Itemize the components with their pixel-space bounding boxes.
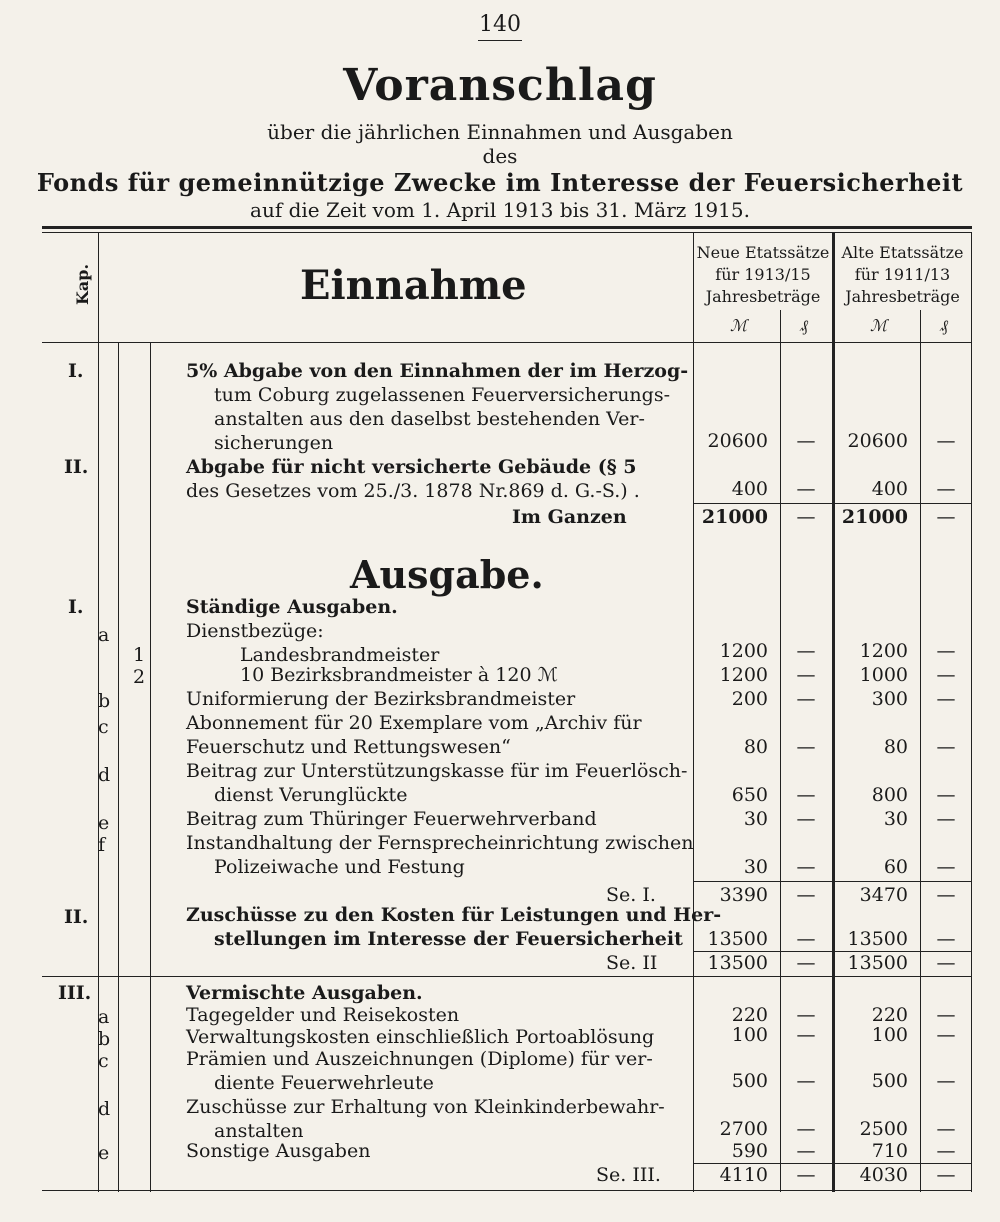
expense-heading: Ausgabe.: [350, 552, 544, 597]
expense-I-sum-old: 3470: [859, 884, 908, 906]
expense-II-line-2: stellungen im Interesse der Feuersicherheit: [214, 928, 683, 950]
new-rates-line-1: Neue Etatssätze: [696, 243, 830, 262]
old-rates-header: [834, 242, 971, 308]
expense-III-heading: Vermischte Ausgaben.: [186, 982, 423, 1004]
expense-I-a1-old: 1200: [859, 640, 908, 662]
income-sum-rule: [694, 503, 972, 504]
expense-III-c-new-pf: —: [796, 1070, 816, 1092]
expense-I-f-label-1: Instandhaltung der Fernsprecheinrichtung zwischen: [186, 832, 694, 854]
expense-III-b-old: 100: [871, 1024, 908, 1046]
fund-name: Fonds für gemeinnützige Zwecke im Interesse der Feuersicherheit: [36, 168, 964, 197]
expense-III-e-letter: e: [98, 1142, 110, 1164]
income-I-new: 20600: [707, 430, 768, 452]
expense-I-a2-label: 10 Bezirksbrandmeister à 120 ℳ: [240, 664, 558, 686]
col-rule-new-pf: [780, 310, 781, 1192]
expense-I-sum-rule: [694, 881, 972, 882]
expense-III-e-new: 590: [731, 1140, 768, 1162]
old-rates-line-2: für 1911/13: [854, 265, 951, 284]
expense-I-c-old-pf: —: [936, 736, 956, 758]
expense-I-f-new: 30: [743, 856, 768, 878]
expense-III-c-letter: c: [98, 1050, 109, 1072]
expense-III-a-old: 220: [871, 1004, 908, 1026]
expense-I-c-label-2: Feuerschutz und Rettungswesen“: [186, 736, 511, 758]
income-I-line-4: sicherungen: [214, 432, 334, 454]
expense-I-d-letter: d: [98, 764, 111, 786]
expense-II-old: 13500: [847, 928, 908, 950]
expense-II-sum-old-pf: —: [936, 952, 956, 974]
table-bottom-rule: [42, 1190, 972, 1191]
expense-II-end-rule: [42, 976, 972, 977]
expense-I-a2-new-pf: —: [796, 664, 816, 686]
expense-kap-I: I.: [68, 596, 84, 618]
income-I-line-1: 5% Abgabe von den Einnahmen der im Herzog-: [186, 360, 689, 382]
col-rule-new: [693, 232, 694, 1192]
expense-I-b-old: 300: [871, 688, 908, 710]
expense-I-f-new-pf: —: [796, 856, 816, 878]
col-rule-old: [832, 232, 835, 1192]
old-pfennig-unit: ₰: [940, 316, 948, 335]
expense-I-e-old-pf: —: [936, 808, 956, 830]
expense-I-d-label-2: dienst Verunglückte: [214, 784, 408, 806]
expense-II-new: 13500: [707, 928, 768, 950]
expense-I-f-old-pf: —: [936, 856, 956, 878]
income-II-new-pf: —: [796, 478, 816, 500]
expense-I-e-old: 30: [883, 808, 908, 830]
col-rule-letter: [118, 342, 119, 1192]
old-mark-unit: ℳ: [870, 316, 888, 335]
expense-III-sum-old-pf: —: [936, 1164, 956, 1186]
expense-I-a1-new-pf: —: [796, 640, 816, 662]
expense-I-c-new: 80: [743, 736, 768, 758]
income-II-line-1: Abgabe für nicht versicherte Gebäude (§ 5: [186, 456, 637, 478]
col-rule-old-pf: [920, 310, 921, 1192]
subtitle-line-1: über die jährlichen Einnahmen und Ausgaben: [267, 120, 733, 144]
income-kap-I: I.: [68, 360, 84, 382]
expense-II-sum-label: Se. II: [606, 952, 658, 974]
expense-III-a-new-pf: —: [796, 1004, 816, 1026]
expense-I-d-old-pf: —: [936, 784, 956, 806]
new-rates-line-2: für 1913/15: [715, 265, 811, 284]
expense-III-e-label: Sonstige Ausgaben: [186, 1140, 371, 1162]
expense-I-heading: Ständige Ausgaben.: [186, 596, 398, 618]
expense-I-a-label: Dienstbezüge:: [186, 620, 324, 642]
expense-III-sum-old: 4030: [859, 1164, 908, 1186]
expense-I-c-label-1: Abonnement für 20 Exemplare vom „Archiv für: [186, 712, 642, 734]
col-rule-num: [150, 342, 151, 1192]
expense-I-a1-label: Landesbrandmeister: [240, 644, 440, 666]
expense-III-sum-new: 4110: [719, 1164, 768, 1186]
expense-I-e-new-pf: —: [796, 808, 816, 830]
expense-III-sum-label: Se. III.: [596, 1164, 661, 1186]
income-kap-II: II.: [64, 456, 89, 478]
expense-I-b-label: Uniformierung der Bezirksbrandmeister: [186, 688, 576, 710]
expense-II-new-pf: —: [796, 928, 816, 950]
income-I-old: 20600: [847, 430, 908, 452]
expense-kap-II: II.: [64, 906, 89, 928]
expense-I-b-letter: b: [98, 690, 111, 712]
expense-III-d-new: 2700: [719, 1118, 768, 1140]
expense-III-d-label-1: Zuschüsse zur Erhaltung von Kleinkinderbewahr-: [186, 1096, 665, 1118]
table-top-rule: [42, 226, 972, 229]
period-line: auf die Zeit vom 1. April 1913 bis 31. März 1915.: [250, 198, 750, 222]
expense-III-a-new: 220: [731, 1004, 768, 1026]
expense-I-f-letter: f: [98, 834, 106, 856]
expense-III-b-label: Verwaltungskosten einschließlich Portoablösung: [186, 1026, 655, 1048]
expense-I-d-new-pf: —: [796, 784, 816, 806]
income-II-line-2: des Gesetzes vom 25./3. 1878 Nr.869 d. G.-S.) .: [186, 480, 640, 502]
income-I-line-2: tum Coburg zugelassenen Feuerversicherungs-: [214, 384, 670, 406]
expense-I-c-new-pf: —: [796, 736, 816, 758]
expense-III-c-old: 500: [871, 1070, 908, 1092]
old-rates-line-1: Alte Etatssätze: [841, 243, 964, 262]
col-rule-right: [971, 232, 972, 1192]
new-mark-unit: ℳ: [730, 316, 748, 335]
expense-I-d-new: 650: [731, 784, 768, 806]
expense-I-f-old: 60: [883, 856, 908, 878]
income-I-line-3: anstalten aus den daselbst bestehenden Ver-: [214, 408, 645, 430]
kap-column-header: Kap.: [73, 263, 93, 306]
expense-III-e-old: 710: [871, 1140, 908, 1162]
expense-I-a1-new: 1200: [719, 640, 768, 662]
expense-III-c-new: 500: [731, 1070, 768, 1092]
expense-III-b-letter: b: [98, 1028, 111, 1050]
expense-III-d-old-pf: —: [936, 1118, 956, 1140]
expense-III-d-old: 2500: [859, 1118, 908, 1140]
expense-I-e-letter: e: [98, 812, 110, 834]
expense-I-c-old: 80: [883, 736, 908, 758]
page-number-rule: [478, 40, 522, 41]
expense-II-sum-old: 13500: [847, 952, 908, 974]
expense-I-sum-label: Se. I.: [606, 884, 656, 906]
expense-I-sum-new-pf: —: [796, 884, 816, 906]
expense-III-b-old-pf: —: [936, 1024, 956, 1046]
income-heading: Einnahme: [300, 262, 527, 309]
expense-III-c-label-2: diente Feuerwehrleute: [214, 1072, 434, 1094]
income-total-old: 21000: [841, 506, 908, 528]
income-II-old-pf: —: [936, 478, 956, 500]
expense-I-b-new: 200: [731, 688, 768, 710]
expense-III-d-label-2: anstalten: [214, 1120, 304, 1142]
expense-III-sum-new-pf: —: [796, 1164, 816, 1186]
income-II-old: 400: [871, 478, 908, 500]
expense-I-a2-new: 1200: [719, 664, 768, 686]
new-rates-line-3: Jahresbeträge: [705, 287, 821, 306]
income-total-new-pf: —: [796, 506, 816, 528]
expense-III-a-old-pf: —: [936, 1004, 956, 1026]
income-I-new-pf: —: [796, 430, 816, 452]
document-title: Voranschlag: [343, 60, 657, 111]
expense-III-d-letter: d: [98, 1098, 111, 1120]
expense-I-a1-num: 1: [133, 644, 146, 666]
new-rates-header: [694, 242, 832, 308]
page-number: 140: [479, 12, 521, 37]
expense-I-a1-old-pf: —: [936, 640, 956, 662]
expense-I-sum-new: 3390: [719, 884, 768, 906]
expense-III-d-new-pf: —: [796, 1118, 816, 1140]
expense-III-c-old-pf: —: [936, 1070, 956, 1092]
expense-II-line-1: Zuschüsse zu den Kosten für Leistungen und Her-: [186, 904, 722, 926]
expense-I-d-old: 800: [871, 784, 908, 806]
expense-III-b-new: 100: [731, 1024, 768, 1046]
income-total-old-pf: —: [936, 506, 956, 528]
income-I-old-pf: —: [936, 430, 956, 452]
expense-III-e-new-pf: —: [796, 1140, 816, 1162]
expense-III-a-label: Tagegelder und Reisekosten: [186, 1004, 460, 1026]
income-II-new: 400: [731, 478, 768, 500]
expense-I-sum-old-pf: —: [936, 884, 956, 906]
expense-I-c-letter: c: [98, 716, 109, 738]
expense-III-c-label-1: Prämien und Auszeichnungen (Diplome) für ver-: [186, 1048, 653, 1070]
expense-I-b-new-pf: —: [796, 688, 816, 710]
expense-I-a2-num: 2: [133, 666, 146, 688]
expense-II-sum-new: 13500: [707, 952, 768, 974]
expense-III-b-new-pf: —: [796, 1024, 816, 1046]
expense-I-e-label: Beitrag zum Thüringer Feuerwehrverband: [186, 808, 597, 830]
expense-kap-III: III.: [58, 982, 92, 1004]
expense-I-e-new: 30: [743, 808, 768, 830]
expense-I-d-label-1: Beitrag zur Unterstützungskasse für im Feuerlösch-: [186, 760, 688, 782]
expense-II-old-pf: —: [936, 928, 956, 950]
expense-I-b-old-pf: —: [936, 688, 956, 710]
new-pfennig-unit: ₰: [800, 316, 808, 335]
expense-III-a-letter: a: [98, 1006, 110, 1028]
income-total-new: 21000: [701, 506, 768, 528]
income-total-label: Im Ganzen: [512, 506, 627, 528]
subtitle-line-2: des: [482, 144, 518, 168]
expense-II-sum-new-pf: —: [796, 952, 816, 974]
expense-I-a2-old: 1000: [859, 664, 908, 686]
expense-I-f-label-2: Polizeiwache und Festung: [214, 856, 465, 878]
expense-III-e-old-pf: —: [936, 1140, 956, 1162]
expense-I-a-letter: a: [98, 624, 110, 646]
expense-I-a2-old-pf: —: [936, 664, 956, 686]
old-rates-line-3: Jahresbeträge: [845, 287, 960, 306]
